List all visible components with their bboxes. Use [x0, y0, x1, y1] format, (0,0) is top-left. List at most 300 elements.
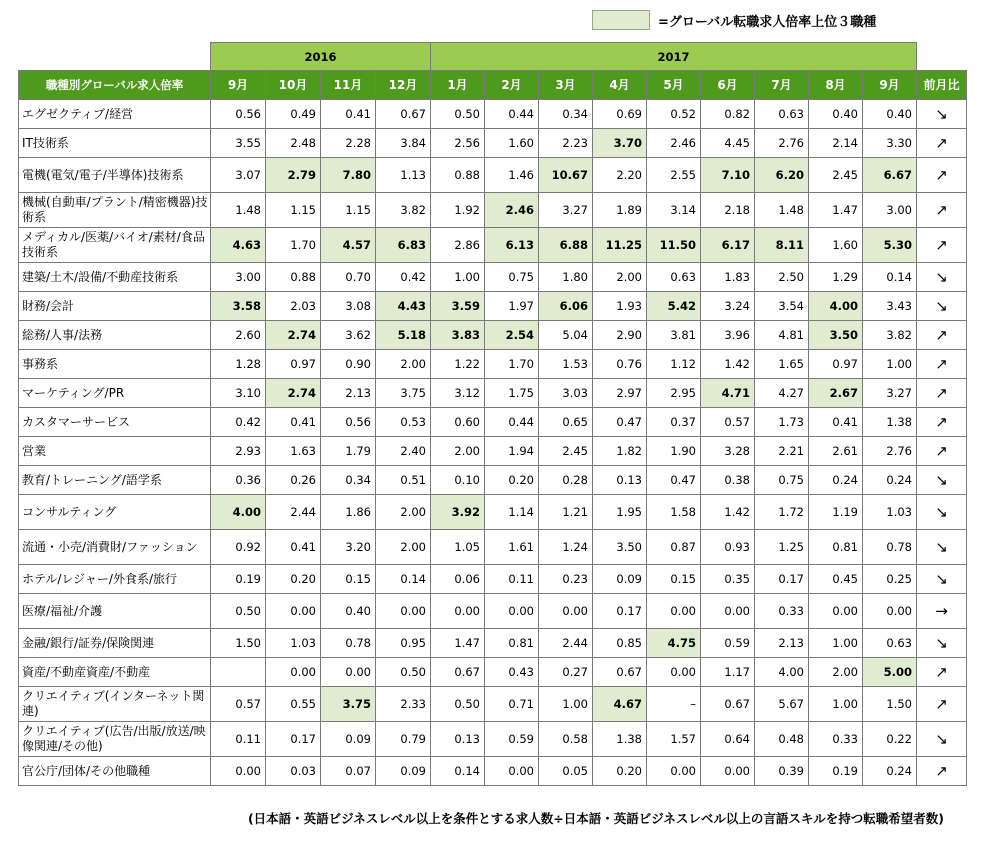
ratio-value-cell: 1.79: [321, 437, 376, 466]
ratio-value-cell: 2.23: [539, 129, 593, 158]
ratio-value-cell: 0.36: [211, 466, 266, 495]
ratio-value-cell: 0.65: [539, 408, 593, 437]
ratio-value-cell: 3.10: [211, 379, 266, 408]
ratio-value-cell: 2.00: [376, 495, 431, 530]
ratio-value-cell: 4.43: [376, 292, 431, 321]
trend-arrow-icon: ↘: [917, 530, 967, 565]
ratio-value-cell: 0.81: [809, 530, 863, 565]
ratio-value-cell: 0.55: [266, 687, 321, 722]
legend-text: =グローバル転職求人倍率上位３職種: [658, 14, 877, 30]
ratio-value-cell: 1.73: [755, 408, 809, 437]
ratio-value-cell: 0.11: [485, 565, 539, 594]
ratio-value-cell: 0.85: [593, 629, 647, 658]
ratio-value-cell: 3.08: [321, 292, 376, 321]
ratio-value-cell: 3.27: [863, 379, 917, 408]
table-row: [19, 466, 967, 495]
ratio-value-cell: 10.67: [539, 158, 593, 193]
table-row: [19, 495, 967, 530]
ratio-value-cell: 1.70: [266, 228, 321, 263]
ratio-value-cell: 0.41: [266, 408, 321, 437]
month-column-header: 6月: [701, 71, 755, 100]
ratio-value-cell: 1.38: [593, 722, 647, 757]
ratio-value-cell: 0.50: [376, 658, 431, 687]
ratio-value-cell: 0.40: [321, 594, 376, 629]
ratio-value-cell: 0.45: [809, 565, 863, 594]
ratio-value-cell: 2.74: [266, 321, 321, 350]
table-row: [19, 722, 967, 757]
ratio-value-cell: 5.42: [647, 292, 701, 321]
ratio-value-cell: 0.13: [431, 722, 485, 757]
ratio-value-cell: 0.70: [321, 263, 376, 292]
ratio-value-cell: 0.81: [485, 629, 539, 658]
ratio-value-cell: 1.93: [593, 292, 647, 321]
ratio-value-cell: –: [647, 687, 701, 722]
ratio-value-cell: 0.92: [211, 530, 266, 565]
table-row: [19, 530, 967, 565]
job-category-cell: ホテル/レジャー/外食系/旅行: [19, 565, 211, 594]
ratio-value-cell: 0.13: [593, 466, 647, 495]
ratio-value-cell: 0.27: [539, 658, 593, 687]
ratio-value-cell: 2.61: [809, 437, 863, 466]
ratio-value-cell: 0.20: [593, 757, 647, 786]
ratio-value-cell: 2.03: [266, 292, 321, 321]
ratio-value-cell: 0.09: [593, 565, 647, 594]
ratio-value-cell: 8.11: [755, 228, 809, 263]
ratio-value-cell: 1.00: [539, 687, 593, 722]
table-row: [19, 228, 967, 263]
ratio-value-cell: 3.70: [593, 129, 647, 158]
ratio-value-cell: 3.20: [321, 530, 376, 565]
ratio-value-cell: 0.42: [376, 263, 431, 292]
ratio-value-cell: 0.00: [863, 594, 917, 629]
ratio-value-cell: 1.94: [485, 437, 539, 466]
month-column-header: 8月: [809, 71, 863, 100]
ratio-value-cell: 3.27: [539, 193, 593, 228]
ratio-value-cell: 2.46: [647, 129, 701, 158]
ratio-value-cell: 3.43: [863, 292, 917, 321]
ratio-value-cell: 2.00: [376, 350, 431, 379]
ratio-value-cell: 0.57: [211, 687, 266, 722]
ratio-value-cell: 0.90: [321, 350, 376, 379]
ratio-value-cell: 0.06: [431, 565, 485, 594]
ratio-value-cell: 0.97: [266, 350, 321, 379]
ratio-value-cell: 0.47: [593, 408, 647, 437]
trend-arrow-icon: ↗: [917, 228, 967, 263]
trend-arrow-icon: ↗: [917, 757, 967, 786]
ratio-value-cell: 11.50: [647, 228, 701, 263]
ratio-value-cell: 2.93: [211, 437, 266, 466]
ratio-value-cell: 1.61: [485, 530, 539, 565]
year-header-2016: 2016: [211, 43, 431, 71]
ratio-value-cell: 2.13: [755, 629, 809, 658]
job-category-cell: 流通・小売/消費財/ファッション: [19, 530, 211, 565]
ratio-value-cell: 0.05: [539, 757, 593, 786]
ratio-value-cell: 2.50: [755, 263, 809, 292]
ratio-value-cell: 3.82: [863, 321, 917, 350]
ratio-value-cell: 4.71: [701, 379, 755, 408]
ratio-value-cell: 0.60: [431, 408, 485, 437]
ratio-value-cell: 0.00: [485, 757, 539, 786]
ratio-value-cell: 2.00: [376, 530, 431, 565]
legend-swatch: [592, 10, 650, 30]
ratio-value-cell: 0.24: [863, 466, 917, 495]
trend-arrow-icon: ↗: [917, 158, 967, 193]
ratio-value-cell: 1.63: [266, 437, 321, 466]
job-category-cell: 医療/福祉/介護: [19, 594, 211, 629]
ratio-value-cell: 0.37: [647, 408, 701, 437]
month-column-header: 9月: [211, 71, 266, 100]
job-category-cell: 電機(電気/電子/半導体)技術系: [19, 158, 211, 193]
job-category-cell: 事務系: [19, 350, 211, 379]
table-row: [19, 629, 967, 658]
ratio-value-cell: 2.86: [431, 228, 485, 263]
ratio-value-cell: 1.48: [755, 193, 809, 228]
trend-arrow-icon: ↘: [917, 100, 967, 129]
ratio-value-cell: 0.59: [701, 629, 755, 658]
job-category-cell: エグゼクティブ/経営: [19, 100, 211, 129]
ratio-value-cell: 0.82: [701, 100, 755, 129]
ratio-value-cell: 4.63: [211, 228, 266, 263]
ratio-value-cell: 7.80: [321, 158, 376, 193]
ratio-value-cell: 0.41: [266, 530, 321, 565]
category-column-header: 職種別グローバル求人倍率: [19, 71, 211, 100]
table-row: [19, 321, 967, 350]
table-row: [19, 658, 967, 687]
ratio-value-cell: 0.44: [485, 100, 539, 129]
ratio-value-cell: 0.95: [376, 629, 431, 658]
ratio-value-cell: 5.18: [376, 321, 431, 350]
ratio-value-cell: 3.28: [701, 437, 755, 466]
ratio-value-cell: 2.95: [647, 379, 701, 408]
ratio-value-cell: 0.78: [863, 530, 917, 565]
job-category-cell: 金融/銀行/証券/保険関連: [19, 629, 211, 658]
ratio-value-cell: 4.00: [809, 292, 863, 321]
ratio-value-cell: 0.00: [376, 594, 431, 629]
month-column-header: 12月: [376, 71, 431, 100]
ratio-value-cell: 1.58: [647, 495, 701, 530]
month-column-header: 7月: [755, 71, 809, 100]
ratio-value-cell: 0.51: [376, 466, 431, 495]
ratio-value-cell: 1.00: [863, 350, 917, 379]
table-row: [19, 757, 967, 786]
ratio-value-cell: 1.15: [321, 193, 376, 228]
table-row: [19, 379, 967, 408]
ratio-value-cell: 5.00: [863, 658, 917, 687]
ratio-value-cell: 2.97: [593, 379, 647, 408]
ratio-value-cell: 0.63: [647, 263, 701, 292]
ratio-value-cell: 0.19: [809, 757, 863, 786]
ratio-value-cell: 0.64: [701, 722, 755, 757]
ratio-value-cell: 0.00: [211, 757, 266, 786]
ratio-value-cell: 1.72: [755, 495, 809, 530]
ratio-value-cell: 0.17: [266, 722, 321, 757]
ratio-value-cell: 0.00: [431, 594, 485, 629]
trend-arrow-icon: ↗: [917, 687, 967, 722]
ratio-value-cell: 0.24: [863, 757, 917, 786]
ratio-value-cell: 0.43: [485, 658, 539, 687]
ratio-value-cell: 3.03: [539, 379, 593, 408]
ratio-value-cell: 1.50: [211, 629, 266, 658]
ratio-value-cell: 2.33: [376, 687, 431, 722]
ratio-value-cell: 0.93: [701, 530, 755, 565]
ratio-value-cell: 0.56: [321, 408, 376, 437]
ratio-value-cell: 0.67: [431, 658, 485, 687]
ratio-value-cell: 0.87: [647, 530, 701, 565]
job-ratio-table: [18, 42, 967, 786]
job-category-cell: クリエイティブ(インターネット関連): [19, 687, 211, 722]
trend-arrow-icon: ↘: [917, 629, 967, 658]
ratio-value-cell: 1.48: [211, 193, 266, 228]
ratio-value-cell: 0.57: [701, 408, 755, 437]
ratio-value-cell: 6.67: [863, 158, 917, 193]
trend-arrow-icon: ↘: [917, 263, 967, 292]
ratio-value-cell: 6.83: [376, 228, 431, 263]
job-category-cell: コンサルティング: [19, 495, 211, 530]
ratio-value-cell: 5.30: [863, 228, 917, 263]
ratio-value-cell: 1.95: [593, 495, 647, 530]
ratio-value-cell: 0.07: [321, 757, 376, 786]
table-row: [19, 594, 967, 629]
ratio-value-cell: 1.60: [809, 228, 863, 263]
ratio-value-cell: 0.00: [266, 594, 321, 629]
ratio-value-cell: 0.00: [701, 594, 755, 629]
ratio-value-cell: 0.78: [321, 629, 376, 658]
ratio-value-cell: 1.90: [647, 437, 701, 466]
job-category-cell: カスタマーサービス: [19, 408, 211, 437]
table-row: [19, 158, 967, 193]
ratio-value-cell: 3.96: [701, 321, 755, 350]
ratio-value-cell: 0.41: [321, 100, 376, 129]
ratio-value-cell: 2.00: [593, 263, 647, 292]
month-column-header: 3月: [539, 71, 593, 100]
month-column-header: 10月: [266, 71, 321, 100]
ratio-value-cell: 2.76: [863, 437, 917, 466]
ratio-value-cell: 0.35: [701, 565, 755, 594]
ratio-value-cell: 0.20: [485, 466, 539, 495]
ratio-value-cell: 0.03: [266, 757, 321, 786]
trend-arrow-icon: ↘: [917, 292, 967, 321]
ratio-value-cell: 4.57: [321, 228, 376, 263]
ratio-value-cell: 1.42: [701, 350, 755, 379]
ratio-value-cell: 0.76: [593, 350, 647, 379]
ratio-value-cell: 2.67: [809, 379, 863, 408]
ratio-value-cell: 0.39: [755, 757, 809, 786]
ratio-value-cell: 2.45: [539, 437, 593, 466]
ratio-value-cell: 1.13: [376, 158, 431, 193]
table-row: [19, 408, 967, 437]
ratio-value-cell: 0.00: [647, 658, 701, 687]
ratio-value-cell: 2.74: [266, 379, 321, 408]
ratio-value-cell: 0.63: [755, 100, 809, 129]
job-category-cell: 営業: [19, 437, 211, 466]
table-row: [19, 687, 967, 722]
table-row: [19, 437, 967, 466]
ratio-value-cell: 0.52: [647, 100, 701, 129]
ratio-value-cell: 1.24: [539, 530, 593, 565]
ratio-value-cell: 3.59: [431, 292, 485, 321]
ratio-value-cell: [211, 658, 266, 687]
ratio-value-cell: 4.00: [755, 658, 809, 687]
job-category-cell: 機械(自動車/プラント/精密機器)技術系: [19, 193, 211, 228]
ratio-value-cell: 0.33: [755, 594, 809, 629]
ratio-value-cell: 0.17: [755, 565, 809, 594]
trend-arrow-icon: ↗: [917, 379, 967, 408]
ratio-value-cell: 1.86: [321, 495, 376, 530]
trend-arrow-icon: ↗: [917, 321, 967, 350]
footnote: (日本語・英語ビジネスレベル以上を条件とする求人数÷日本語・英語ビジネスレベル以上の言語スキルを持つ転職希望者数): [247, 811, 944, 826]
ratio-value-cell: 0.67: [593, 658, 647, 687]
ratio-value-cell: 0.25: [863, 565, 917, 594]
ratio-value-cell: 0.75: [755, 466, 809, 495]
month-column-header: 1月: [431, 71, 485, 100]
year-header-2017: 2017: [431, 43, 917, 71]
ratio-value-cell: 0.67: [376, 100, 431, 129]
job-category-cell: 財務/会計: [19, 292, 211, 321]
ratio-value-cell: 1.28: [211, 350, 266, 379]
month-column-header: 5月: [647, 71, 701, 100]
table-row: [19, 292, 967, 321]
ratio-value-cell: 0.88: [431, 158, 485, 193]
ratio-value-cell: 1.38: [863, 408, 917, 437]
ratio-value-cell: 0.63: [863, 629, 917, 658]
ratio-value-cell: 0.38: [701, 466, 755, 495]
ratio-value-cell: 0.00: [321, 658, 376, 687]
ratio-value-cell: 3.07: [211, 158, 266, 193]
ratio-value-cell: 0.58: [539, 722, 593, 757]
ratio-value-cell: 2.45: [809, 158, 863, 193]
legend: [592, 8, 876, 32]
ratio-value-cell: 0.17: [593, 594, 647, 629]
ratio-value-cell: 3.24: [701, 292, 755, 321]
ratio-value-cell: 1.47: [809, 193, 863, 228]
table-row: [19, 193, 967, 228]
ratio-value-cell: 1.12: [647, 350, 701, 379]
ratio-value-cell: 1.00: [431, 263, 485, 292]
job-category-cell: マーケティング/PR: [19, 379, 211, 408]
trend-arrow-icon: ↘: [917, 565, 967, 594]
year-header-row: [19, 43, 967, 71]
ratio-value-cell: 0.48: [755, 722, 809, 757]
ratio-value-cell: 0.50: [431, 687, 485, 722]
ratio-value-cell: 0.49: [266, 100, 321, 129]
ratio-value-cell: 0.34: [321, 466, 376, 495]
ratio-value-cell: 2.14: [809, 129, 863, 158]
ratio-value-cell: 0.00: [647, 757, 701, 786]
ratio-value-cell: 0.47: [647, 466, 701, 495]
ratio-value-cell: 1.53: [539, 350, 593, 379]
ratio-value-cell: 2.21: [755, 437, 809, 466]
ratio-value-cell: 0.11: [211, 722, 266, 757]
ratio-value-cell: 1.70: [485, 350, 539, 379]
ratio-value-cell: 3.92: [431, 495, 485, 530]
ratio-value-cell: 3.50: [809, 321, 863, 350]
ratio-value-cell: 0.23: [539, 565, 593, 594]
ratio-value-cell: 0.15: [321, 565, 376, 594]
month-column-header: 2月: [485, 71, 539, 100]
ratio-value-cell: 1.22: [431, 350, 485, 379]
ratio-value-cell: 6.13: [485, 228, 539, 263]
ratio-value-cell: 1.57: [647, 722, 701, 757]
job-category-cell: 官公庁/団体/その他職種: [19, 757, 211, 786]
ratio-value-cell: 0.44: [485, 408, 539, 437]
ratio-value-cell: 3.82: [376, 193, 431, 228]
ratio-value-cell: 0.67: [701, 687, 755, 722]
ratio-value-cell: 11.25: [593, 228, 647, 263]
ratio-value-cell: 1.92: [431, 193, 485, 228]
trend-arrow-icon: ↘: [917, 495, 967, 530]
ratio-value-cell: 0.28: [539, 466, 593, 495]
ratio-value-cell: 1.00: [809, 687, 863, 722]
ratio-value-cell: 0.50: [431, 100, 485, 129]
ratio-value-cell: 1.25: [755, 530, 809, 565]
ratio-value-cell: 2.40: [376, 437, 431, 466]
ratio-value-cell: 4.27: [755, 379, 809, 408]
table-row: [19, 129, 967, 158]
ratio-value-cell: 3.55: [211, 129, 266, 158]
ratio-value-cell: 2.20: [593, 158, 647, 193]
ratio-value-cell: 0.00: [701, 757, 755, 786]
ratio-value-cell: 3.58: [211, 292, 266, 321]
ratio-value-cell: 3.14: [647, 193, 701, 228]
trend-arrow-icon: ↗: [917, 437, 967, 466]
ratio-value-cell: 7.10: [701, 158, 755, 193]
ratio-value-cell: 1.00: [809, 629, 863, 658]
ratio-value-cell: 1.21: [539, 495, 593, 530]
ratio-value-cell: 6.06: [539, 292, 593, 321]
job-category-cell: クリエイティブ(広告/出版/放送/映像関連/その他): [19, 722, 211, 757]
ratio-value-cell: 0.14: [431, 757, 485, 786]
year-header-spacer: [19, 43, 211, 71]
ratio-value-cell: 0.15: [647, 565, 701, 594]
trend-arrow-icon: ↘: [917, 722, 967, 757]
table-body: [19, 100, 967, 786]
ratio-value-cell: 2.18: [701, 193, 755, 228]
ratio-value-cell: 0.40: [863, 100, 917, 129]
trend-arrow-icon: ↗: [917, 129, 967, 158]
table-row: [19, 350, 967, 379]
ratio-value-cell: 2.60: [211, 321, 266, 350]
ratio-value-cell: 6.20: [755, 158, 809, 193]
ratio-value-cell: 0.00: [647, 594, 701, 629]
ratio-value-cell: 0.41: [809, 408, 863, 437]
ratio-value-cell: 3.84: [376, 129, 431, 158]
ratio-value-cell: 1.60: [485, 129, 539, 158]
ratio-value-cell: 2.00: [809, 658, 863, 687]
ratio-value-cell: 0.14: [863, 263, 917, 292]
ratio-value-cell: 5.67: [755, 687, 809, 722]
ratio-value-cell: 0.00: [266, 658, 321, 687]
ratio-value-cell: 3.00: [211, 263, 266, 292]
ratio-value-cell: 5.04: [539, 321, 593, 350]
ratio-value-cell: 0.50: [211, 594, 266, 629]
ratio-value-cell: 1.29: [809, 263, 863, 292]
ratio-value-cell: 0.33: [809, 722, 863, 757]
ratio-value-cell: 3.54: [755, 292, 809, 321]
month-column-header: 11月: [321, 71, 376, 100]
job-category-cell: 建築/土木/設備/不動産技術系: [19, 263, 211, 292]
trend-arrow-icon: →: [917, 594, 967, 629]
ratio-value-cell: 2.00: [431, 437, 485, 466]
ratio-value-cell: 1.47: [431, 629, 485, 658]
ratio-value-cell: 1.17: [701, 658, 755, 687]
ratio-value-cell: 0.00: [809, 594, 863, 629]
ratio-value-cell: 0.26: [266, 466, 321, 495]
ratio-value-cell: 3.00: [863, 193, 917, 228]
ratio-value-cell: 0.53: [376, 408, 431, 437]
trend-arrow-icon: ↗: [917, 658, 967, 687]
ratio-value-cell: 0.42: [211, 408, 266, 437]
job-category-cell: 資産/不動産資産/不動産: [19, 658, 211, 687]
